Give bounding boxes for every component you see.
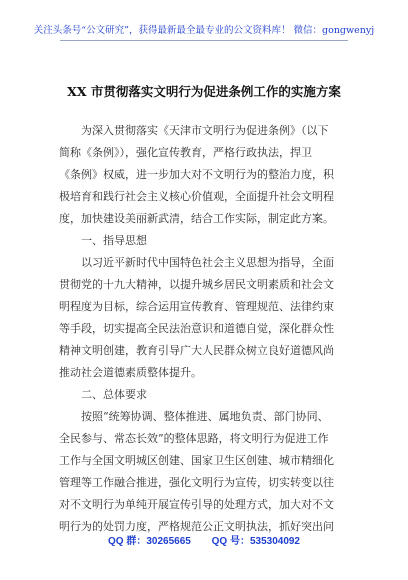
document-title: XX 市贯彻落实文明行为促进条例工作的实施方案 xyxy=(67,84,341,99)
section2-line: 明行为的处罚力度，严格规范公正文明执法，抓好突出问 xyxy=(59,520,334,533)
section2-line: 管理等工作融合推进，强化文明行为宣传，切实转变以往 xyxy=(59,476,334,489)
section1-line: 贯彻党的十九大精神，以提升城乡居民文明素质和社会文 xyxy=(59,278,334,291)
section1-line: 明程度为目标，综合运用宣传教育、管理规范、法律约束 xyxy=(59,300,334,313)
section1-line: 以习近平新时代中国特色社会主义思想为指导，全面 xyxy=(81,256,334,269)
section-heading-guiding-ideology: 一、指导思想 xyxy=(81,234,147,247)
intro-line: 为深入贯彻落实《天津市文明行为促进条例》（以下 xyxy=(81,124,329,137)
qq-group-text: QQ 群：30265665 xyxy=(108,536,191,547)
intro-line: 简称《条例》），强化宣传教育，严格行政执法，捍卫 xyxy=(59,146,312,159)
intro-paragraph xyxy=(59,120,359,252)
section1-line: 精神文明创建，教育引导广大人民群众树立良好道德风尚 xyxy=(59,344,334,357)
section1-line: 等手段，切实提高全民法治意识和道德自觉，深化群众性 xyxy=(59,322,334,335)
header-banner: 关注头条号“公文研究”，获得最新最全最专业的公文资料库！ 微信：gongwenyj xyxy=(33,25,375,36)
section2-line: 对不文明行为单纯开展宣传引导的处理方式，加大对不文 xyxy=(59,498,334,511)
intro-line: 《条例》权威，进一步加大对不文明行为的整治力度，积 xyxy=(59,168,334,181)
footer-contact xyxy=(0,532,408,547)
header-divider xyxy=(60,40,348,41)
section2-line: 工作与全国文明城区创建、国家卫生区创建、城市精细化 xyxy=(59,454,334,467)
section1-line: 推动社会道德素质整体提升。 xyxy=(59,366,202,379)
qq-number-text: QQ 号：535304092 xyxy=(211,536,300,547)
section-heading-overall-requirements: 二、总体要求 xyxy=(81,388,147,401)
guiding-ideology-paragraph xyxy=(59,252,359,406)
intro-line: 度，加快建设美丽新武清，结合工作实际，制定此方案。 xyxy=(59,212,334,225)
section2-line: 按照“统筹协调、整体推进、属地负责、部门协同、 xyxy=(81,410,329,423)
overall-requirements-paragraph xyxy=(59,406,359,538)
intro-line: 极培育和践行社会主义核心价值观，全面提升社会文明程 xyxy=(59,190,334,203)
section2-line: 全民参与、常态长效”的整体思路，将文明行为促进工作 xyxy=(59,432,329,445)
